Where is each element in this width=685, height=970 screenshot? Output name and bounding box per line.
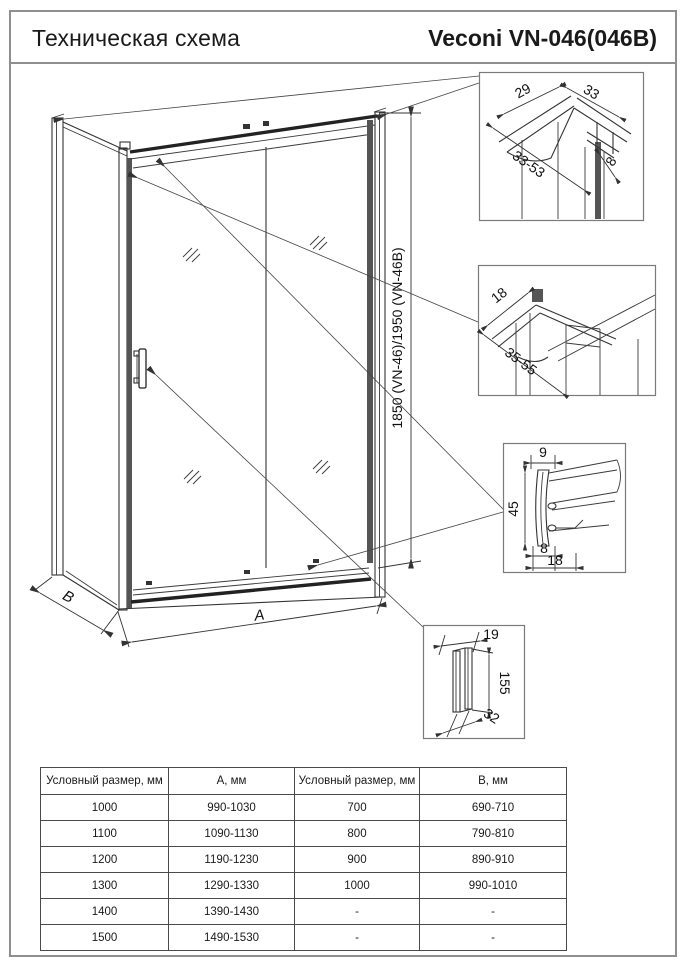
column-header: В, мм xyxy=(420,768,567,795)
depth-dimension xyxy=(35,577,119,634)
door-handle xyxy=(134,349,146,388)
bottom-guide xyxy=(244,570,250,574)
dim-9: 9 xyxy=(539,444,547,460)
bottom-guide xyxy=(146,581,152,585)
table-cell: 1400 xyxy=(41,899,169,925)
dim-35-55: 35-55 xyxy=(501,343,541,379)
dim-45: 45 xyxy=(505,501,521,517)
table-cell: - xyxy=(420,899,567,925)
table-cell: 990-1030 xyxy=(169,795,295,821)
depth-dimension-label: B xyxy=(59,587,77,607)
dim-8b: 8 xyxy=(540,540,548,556)
right-wall-profile xyxy=(367,108,386,597)
table-cell: 1090-1130 xyxy=(169,821,295,847)
table-row xyxy=(41,795,567,821)
dim-18b: 18 xyxy=(547,552,563,568)
detail-wall-profile xyxy=(479,266,656,396)
detail-top-profile xyxy=(480,73,644,221)
front-left-post xyxy=(119,142,132,610)
table-cell: 1000 xyxy=(41,795,169,821)
table-row xyxy=(41,899,567,925)
table-cell: 790-810 xyxy=(420,821,567,847)
table-cell: 700 xyxy=(295,795,420,821)
table-cell: 990-1010 xyxy=(420,873,567,899)
top-rail xyxy=(130,116,377,168)
width-dimension-label: A xyxy=(253,606,266,625)
table-cell: 1490-1530 xyxy=(169,925,295,951)
table-cell: 1100 xyxy=(41,821,169,847)
table-row xyxy=(41,821,567,847)
column-header: Условный размер, мм xyxy=(295,768,420,795)
page-title: Техническая схема xyxy=(32,25,241,51)
bottom-guide xyxy=(313,559,319,563)
dim-19: 19 xyxy=(483,626,499,642)
table-cell: 1300 xyxy=(41,873,169,899)
table-cell: 1500 xyxy=(41,925,169,951)
table-cell: - xyxy=(295,899,420,925)
spec-table xyxy=(40,767,567,951)
table-row xyxy=(41,847,567,873)
dim-32: 32 xyxy=(480,704,503,727)
left-wall-profile xyxy=(52,114,64,575)
table-cell: 900 xyxy=(295,847,420,873)
table-cell: - xyxy=(420,925,567,951)
dim-33: 33 xyxy=(580,80,603,103)
spec-table-header xyxy=(41,768,567,795)
dim-33-53: 33-53 xyxy=(509,147,549,181)
table-cell: 1200 xyxy=(41,847,169,873)
top-roller xyxy=(243,124,250,129)
table-cell: 1290-1330 xyxy=(169,873,295,899)
table-cell: 690-710 xyxy=(420,795,567,821)
detail-handle xyxy=(424,626,525,739)
table-row xyxy=(41,925,567,951)
side-glass-panel xyxy=(63,122,127,610)
dim-18: 18 xyxy=(487,283,510,307)
column-header: Условный размер, мм xyxy=(41,768,169,795)
top-roller xyxy=(263,121,269,126)
table-cell: 1000 xyxy=(295,873,420,899)
column-header: А, мм xyxy=(169,768,295,795)
detail-door-profile xyxy=(504,444,626,573)
bottom-rail xyxy=(119,559,382,609)
table-cell: - xyxy=(295,925,420,951)
dim-155: 155 xyxy=(497,671,513,695)
glass-hatch-marks xyxy=(183,236,330,484)
spec-table-body xyxy=(41,795,567,951)
table-row xyxy=(41,873,567,899)
product-title: Veconi VN-046(046B) xyxy=(428,25,657,51)
table-cell: 890-910 xyxy=(420,847,567,873)
dim-8: 8 xyxy=(601,153,620,169)
shower-enclosure-drawing xyxy=(52,108,386,610)
dim-29: 29 xyxy=(511,79,534,102)
table-cell: 800 xyxy=(295,821,420,847)
width-dimension xyxy=(118,598,382,647)
table-cell: 1390-1430 xyxy=(169,899,295,925)
table-cell: 1190-1230 xyxy=(169,847,295,873)
height-dimension-label: 1850 (VN-46)/1950 (VN-46B) xyxy=(389,247,405,429)
